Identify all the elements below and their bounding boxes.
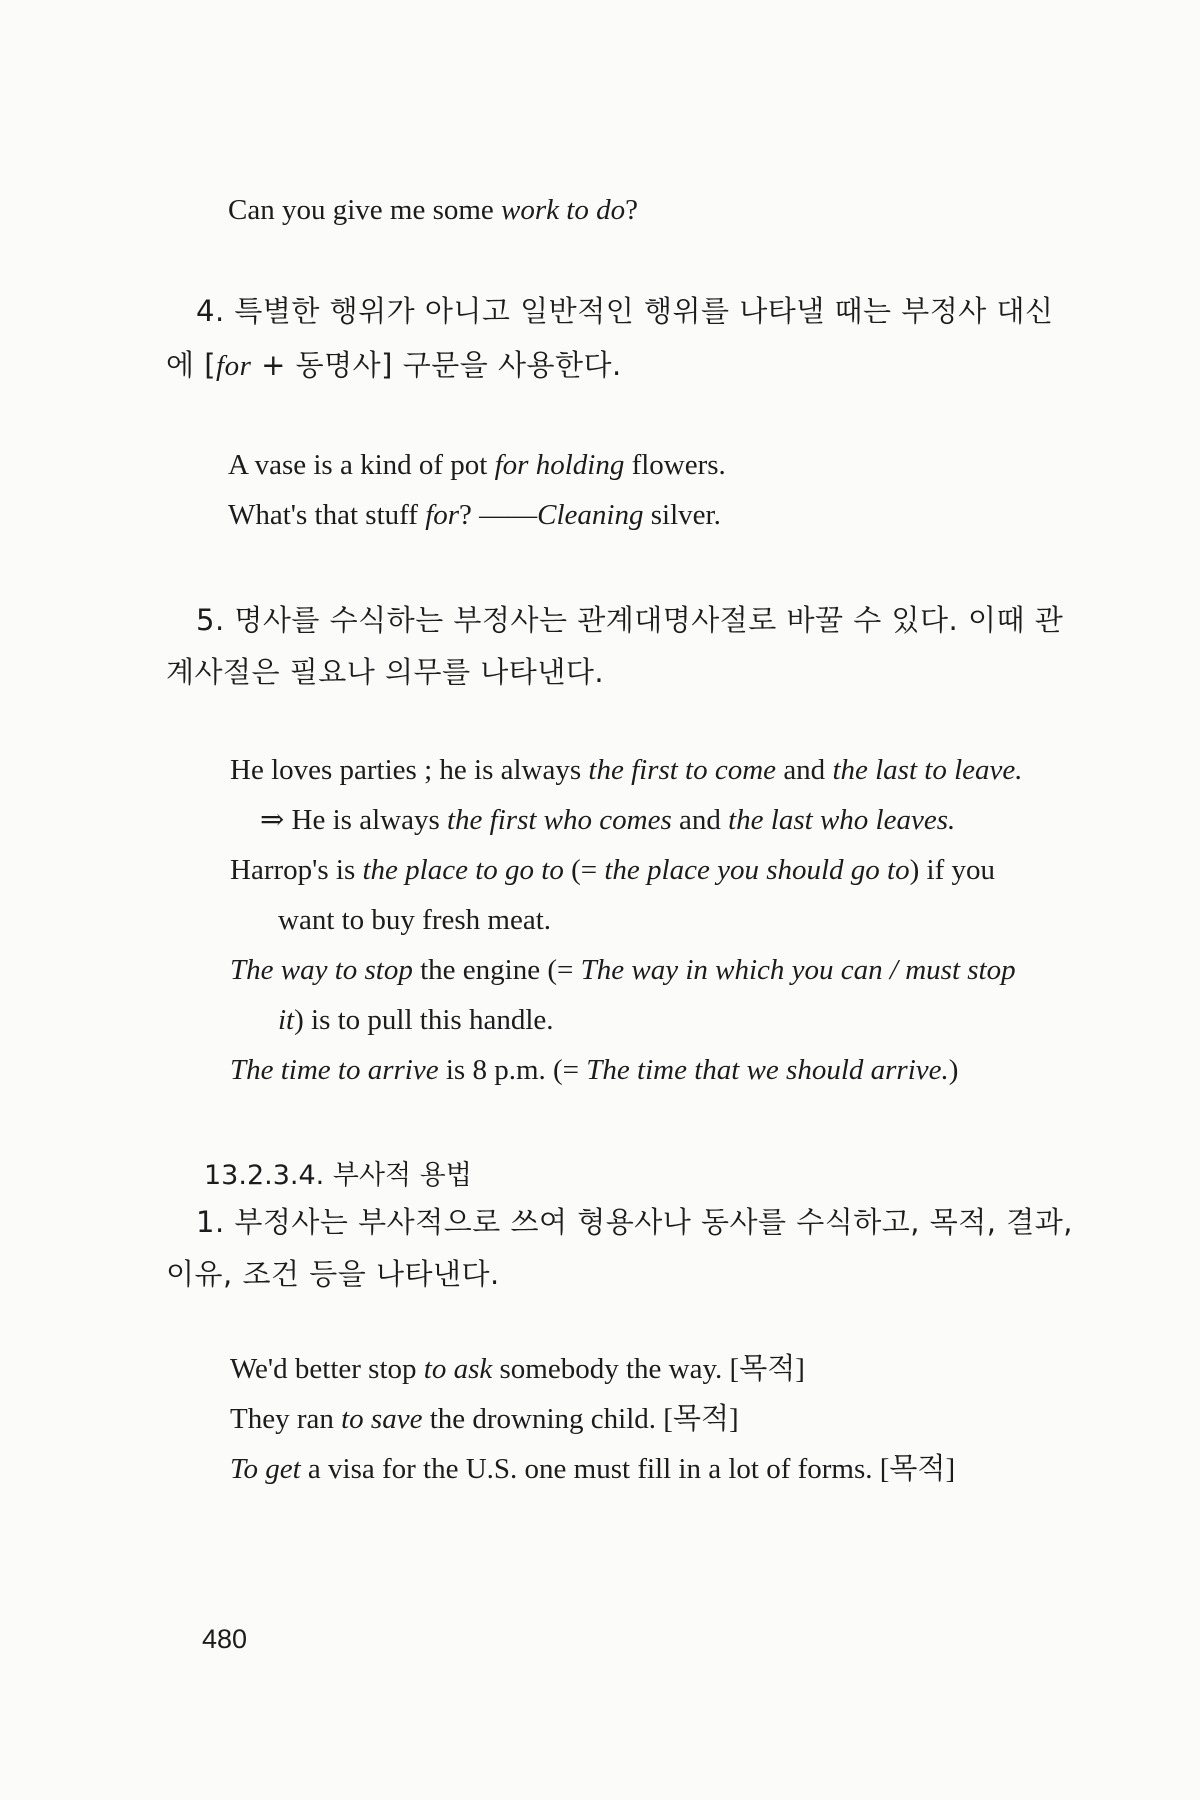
example-text: )	[948, 1054, 959, 1086]
example-text: They ran	[230, 1403, 342, 1435]
example-text: (=	[563, 854, 605, 886]
rule-1-line-1: 1. 부정사는 부사적으로 쓰여 형용사나 동사를 수식하고, 목적, 결과,	[196, 1205, 1073, 1239]
example-line	[230, 753, 1023, 788]
example-line	[228, 448, 726, 483]
example-italic: the place to go to	[362, 854, 564, 886]
example-text: A vase is a kind of pot	[228, 449, 495, 481]
example-italic: the first who comes	[447, 804, 672, 836]
example-italic: for holding	[494, 449, 625, 481]
example-text: He loves parties ; he is always	[230, 754, 589, 786]
rule-italic: for	[216, 350, 252, 382]
rule-4-line-1: 4. 특별한 행위가 아니고 일반적인 행위를 나타낼 때는 부정사 대신	[196, 294, 1054, 328]
example-italic: it	[278, 1004, 295, 1036]
example-text: ) if you	[909, 854, 995, 886]
example-line	[230, 853, 995, 888]
example-italic: The time that we should arrive.	[586, 1054, 949, 1086]
example-italic: for	[425, 499, 460, 531]
example-italic: the last who leaves.	[728, 804, 956, 836]
example-text: and	[671, 804, 729, 836]
example-text: We'd better stop	[230, 1353, 424, 1385]
example-line	[278, 1003, 554, 1038]
example-line	[230, 1452, 955, 1487]
rule-4-line-2	[166, 348, 622, 384]
example-text: ?	[625, 194, 638, 226]
example-text: the drowning child. [목적]	[422, 1403, 739, 1435]
example-text: a visa for the U.S. one must fill in a lot of forms. [목적]	[300, 1453, 956, 1485]
rule-text: + 동명사] 구문을 사용한다.	[251, 348, 622, 382]
example-italic: To get	[230, 1453, 301, 1485]
example-line: want to buy fresh meat.	[278, 904, 552, 936]
example-line	[228, 193, 638, 228]
example-text: somebody the way. [목적]	[492, 1353, 805, 1385]
example-italic: the first to come	[588, 754, 777, 786]
example-italic: The time to arrive	[230, 1054, 439, 1086]
example-text: Can you give me some	[228, 194, 502, 226]
example-line	[228, 498, 721, 533]
example-text: ) is to pull this handle.	[294, 1004, 554, 1036]
section-heading: 13.2.3.4. 부사적 용법	[204, 1160, 472, 1191]
example-line	[230, 953, 1016, 988]
example-line	[230, 1352, 805, 1387]
example-text: Harrop's is	[230, 854, 363, 886]
example-line	[230, 1402, 739, 1437]
example-italic: the place you should go to	[604, 854, 910, 886]
example-text: What's that stuff	[228, 499, 426, 531]
example-italic: work to do	[501, 194, 626, 226]
rule-1-line-2: 이유, 조건 등을 나타낸다.	[166, 1257, 500, 1291]
example-line	[260, 803, 955, 838]
example-line	[230, 1053, 958, 1088]
page-number: 480	[202, 1624, 248, 1654]
example-text: and	[776, 754, 833, 786]
example-italic: the last to leave.	[832, 754, 1023, 786]
example-text: ? ——	[459, 499, 538, 531]
example-italic: to save	[341, 1403, 423, 1435]
rule-5-line-2: 계사절은 필요나 의무를 나타낸다.	[166, 655, 605, 689]
example-italic: to ask	[423, 1353, 493, 1385]
rule-5-line-1: 5. 명사를 수식하는 부정사는 관계대명사절로 바꿀 수 있다. 이때 관	[196, 603, 1064, 637]
example-italic: The way to stop	[230, 954, 413, 986]
example-italic: The way in which you can / must stop	[580, 954, 1016, 986]
rule-text: 에 [	[166, 348, 217, 382]
example-text: silver.	[643, 499, 721, 531]
example-text: the engine (=	[412, 954, 581, 986]
example-italic: Cleaning	[537, 499, 644, 531]
example-text: flowers.	[624, 449, 726, 481]
example-text: is 8 p.m. (=	[438, 1054, 587, 1086]
example-text: ⇒ He is always	[260, 804, 447, 836]
